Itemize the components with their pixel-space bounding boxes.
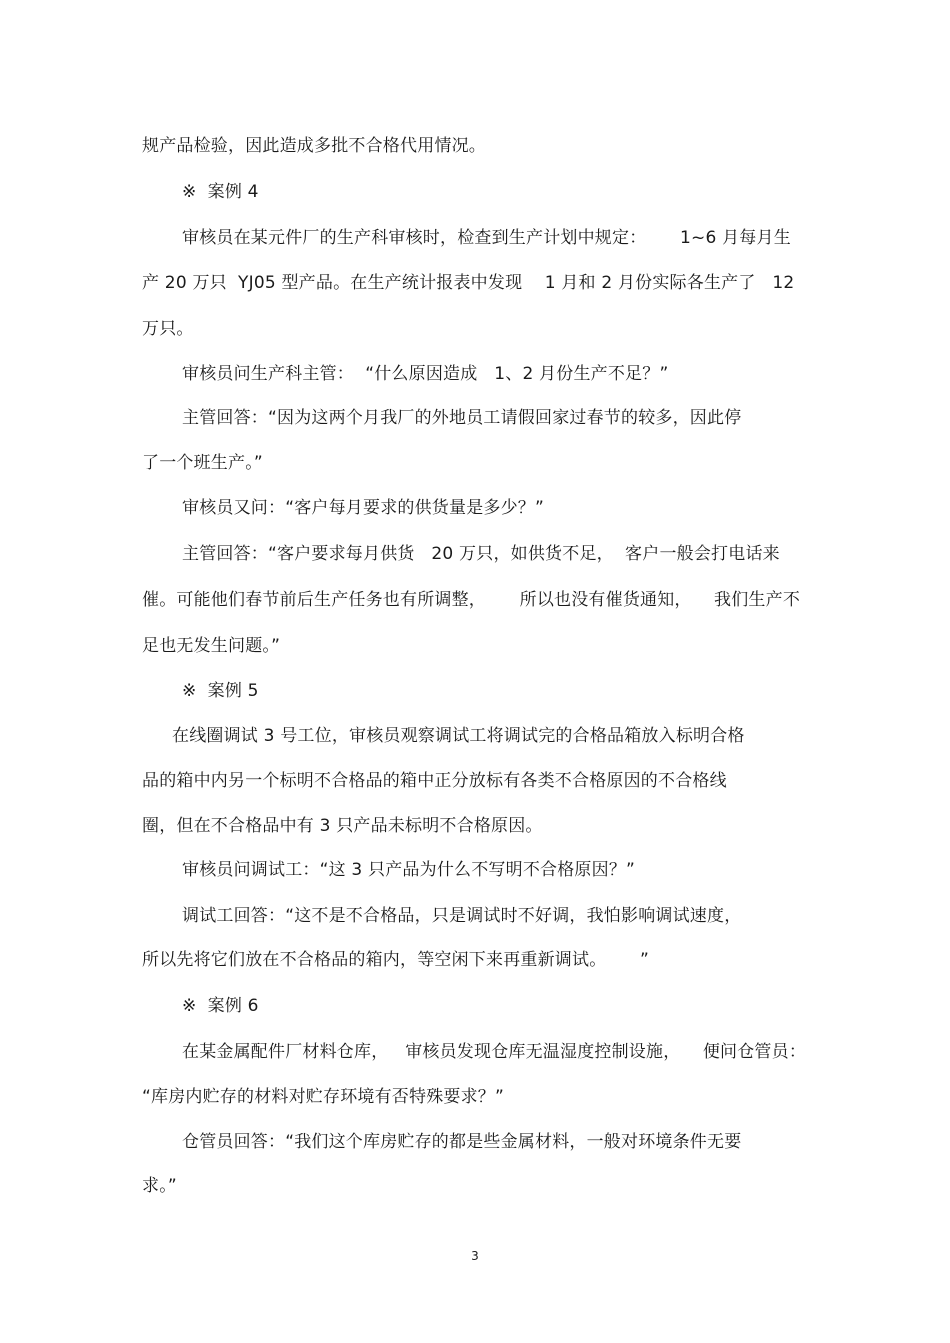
text-line-7: 主管回答：“因为这两个月我厂的外地员工请假回家过春节的较多，因此停 xyxy=(182,408,742,428)
case-heading-6: ※ 案例 6 xyxy=(182,996,259,1016)
text-line-8: 了一个班生产。” xyxy=(142,453,263,473)
text-line-24: 求。” xyxy=(142,1176,177,1196)
text-line-17: 审核员问调试工：“这 3 只产品为什么不写明不合格原因？” xyxy=(182,860,636,880)
text-line-14: 在线圈调试 3 号工位，审核员观察调试工将调试完的合格品箱放入标明合格 xyxy=(172,726,745,746)
page-number: 3 xyxy=(471,1249,479,1263)
text-line-1: 规产品检验，因此造成多批不合格代用情况。 xyxy=(142,136,486,156)
text-line-9: 审核员又问：“客户每月要求的供货量是多少？” xyxy=(182,498,545,518)
text-line-10: 主管回答：“客户要求每月供货 20 万只，如供货不足， 客户一般会打电话来 xyxy=(182,544,780,564)
text-line-22: “库房内贮存的材料对贮存环境有否特殊要求？” xyxy=(142,1087,505,1107)
text-line-19: 所以先将它们放在不合格品的箱内，等空闲下来再重新调试。 ” xyxy=(142,950,650,970)
text-line-21: 在某金属配件厂材料仓库， 审核员发现仓库无温湿度控制设施， 便问仓管员： xyxy=(182,1042,807,1062)
text-line-6: 审核员问生产科主管： “什么原因造成 1、2 月份生产不足？” xyxy=(182,364,669,384)
text-line-4: 产 20 万只 YJ05 型产品。在生产统计报表中发现 1 月和 2 月份实际各生产了 12 xyxy=(142,273,795,293)
text-line-12: 足也无发生问题。” xyxy=(142,636,281,656)
case-heading-4: ※ 案例 4 xyxy=(182,182,259,202)
text-line-15: 品的箱中内另一个标明不合格品的箱中正分放标有各类不合格原因的不合格线 xyxy=(142,771,727,791)
case-heading-5: ※ 案例 5 xyxy=(182,681,259,701)
text-line-18: 调试工回答：“这不是不合格品，只是调试时不好调，我怕影响调试速度， xyxy=(182,906,742,926)
text-line-11: 催。可能他们春节前后生产任务也有所调整， 所以也没有催货通知， 我们生产不 xyxy=(142,590,801,610)
text-line-16: 圈，但在不合格品中有 3 只产品未标明不合格原因。 xyxy=(142,816,543,836)
text-line-23: 仓管员回答：“我们这个库房贮存的都是些金属材料，一般对环境条件无要 xyxy=(182,1132,742,1152)
text-line-5: 万只。 xyxy=(142,319,194,339)
text-line-3: 审核员在某元件厂的生产科审核时，检查到生产计划中规定： 1~6 月每月生 xyxy=(182,228,791,248)
